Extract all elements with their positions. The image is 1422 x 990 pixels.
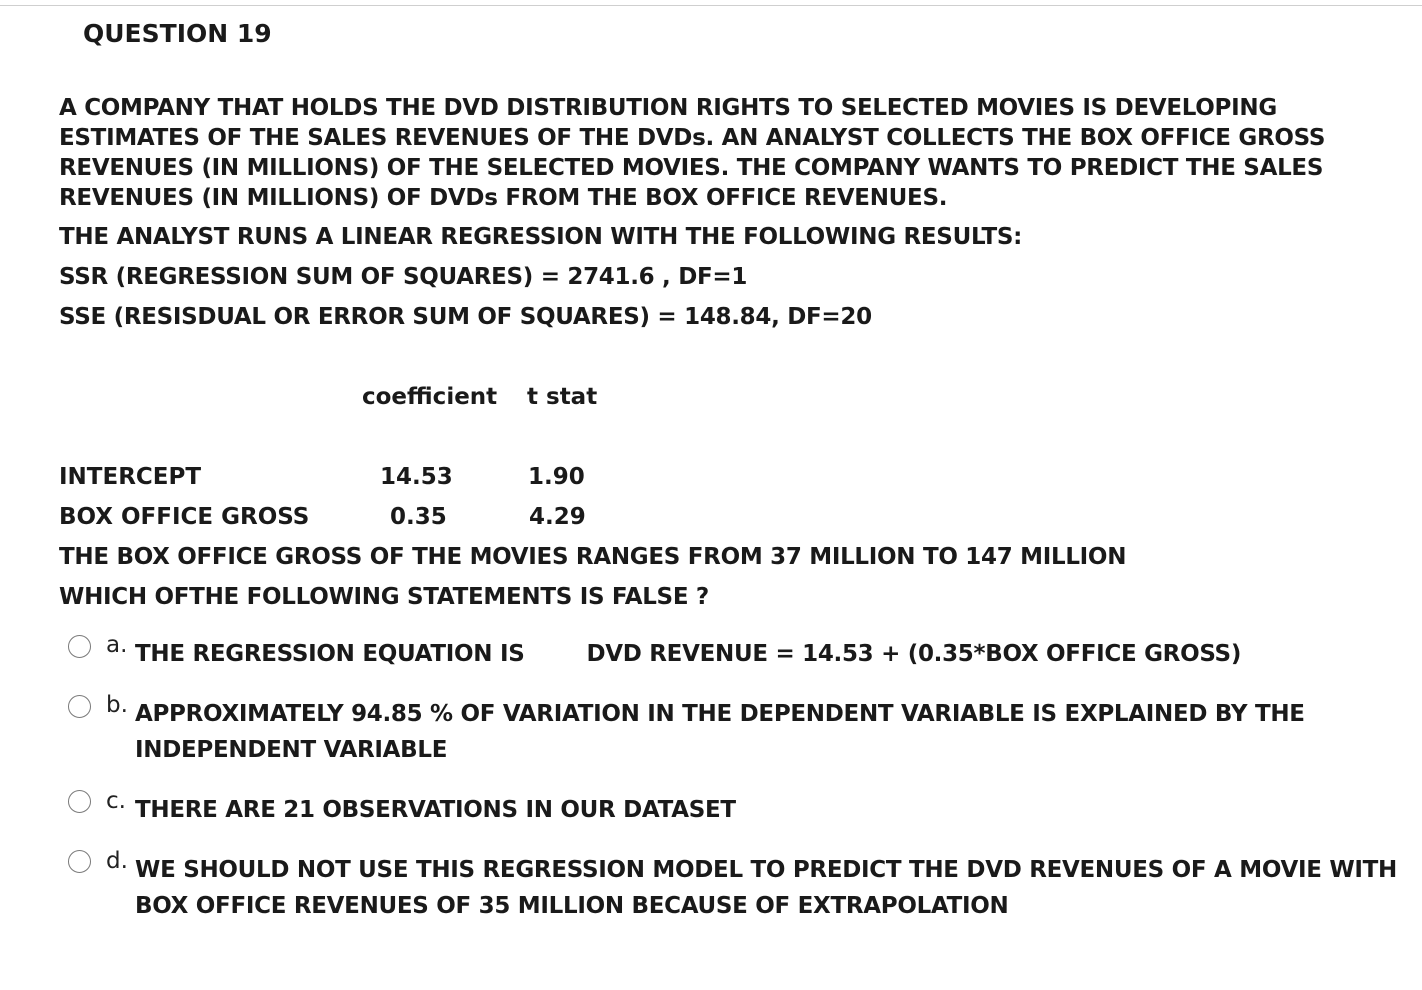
option-c-radio[interactable] <box>68 790 91 813</box>
ssr-line: SSR (REGRESSION SUM OF SQUARES) = 2741.6 , DF=1 <box>59 264 748 290</box>
top-divider <box>0 5 1422 6</box>
option-a-letter: a. <box>106 632 128 658</box>
t-stat-value: 4.29 <box>529 504 586 530</box>
option-a-radio[interactable] <box>68 635 91 658</box>
option-c-text: THERE ARE 21 OBSERVATIONS IN OUR DATASET <box>135 797 736 823</box>
t-stat-value: 1.90 <box>528 464 585 490</box>
option-a-text-part2: DVD REVENUE = 14.53 + (0.35*BOX OFFICE GROSS) <box>586 641 1242 667</box>
t-stat-header: t stat <box>527 384 598 410</box>
option-b-text: APPROXIMATELY 94.85 % OF VARIATION IN THE DEPENDENT VARIABLE IS EXPLAINED BY THE INDEPENDENT VARIABLE <box>135 701 1305 763</box>
option-d-letter: d. <box>106 848 128 874</box>
option-c[interactable] <box>68 788 1408 828</box>
question-stem: A COMPANY THAT HOLDS THE DVD DISTRIBUTION RIGHTS TO SELECTED MOVIES IS DEVELOPING ESTIMATES OF THE SALES REVENUES OF THE DVDs. AN ANALYST COLLECTS THE BOX OFFICE GROSS REVENUES (IN MILLIONS) OF THE SELECTED MOVIES. THE COMPANY WANTS TO PREDICT THE SALES REVENUES (IN MILLIONS) OF DVDs FROM THE BOX OFFICE REVENUES. <box>59 95 1326 211</box>
row-label: BOX OFFICE GROSS <box>59 504 310 530</box>
option-b-radio[interactable] <box>68 695 91 718</box>
option-d[interactable] <box>68 848 1408 928</box>
option-a-text-part1: THE REGRESSION EQUATION IS <box>135 641 525 667</box>
option-d-text: WE SHOULD NOT USE THIS REGRESSION MODEL TO PREDICT THE DVD REVENUES OF A MOVIE WITH BOX OFFICE REVENUES OF 35 MILLION BECAUSE OF EXTRAPOLATION <box>135 857 1397 919</box>
coefficient-header: coefficient <box>362 384 498 410</box>
prompt-line: WHICH OFTHE FOLLOWING STATEMENTS IS FALSE ? <box>59 584 709 610</box>
sse-line: SSE (RESISDUAL OR ERROR SUM OF SQUARES) = 148.84, DF=20 <box>59 304 872 330</box>
option-c-letter: c. <box>106 788 126 814</box>
coefficient-value: 0.35 <box>390 504 447 530</box>
row-label: INTERCEPT <box>59 464 202 490</box>
option-a[interactable] <box>68 632 1408 672</box>
option-b[interactable] <box>68 692 1408 772</box>
option-b-letter: b. <box>106 692 128 718</box>
coefficient-value: 14.53 <box>380 464 453 490</box>
option-a-text <box>135 636 1415 672</box>
range-line: THE BOX OFFICE GROSS OF THE MOVIES RANGES FROM 37 MILLION TO 147 MILLION <box>59 544 1127 570</box>
option-d-radio[interactable] <box>68 850 91 873</box>
analyst-line: THE ANALYST RUNS A LINEAR REGRESSION WITH THE FOLLOWING RESULTS: <box>59 224 1023 250</box>
question-title: QUESTION 19 <box>83 19 272 48</box>
